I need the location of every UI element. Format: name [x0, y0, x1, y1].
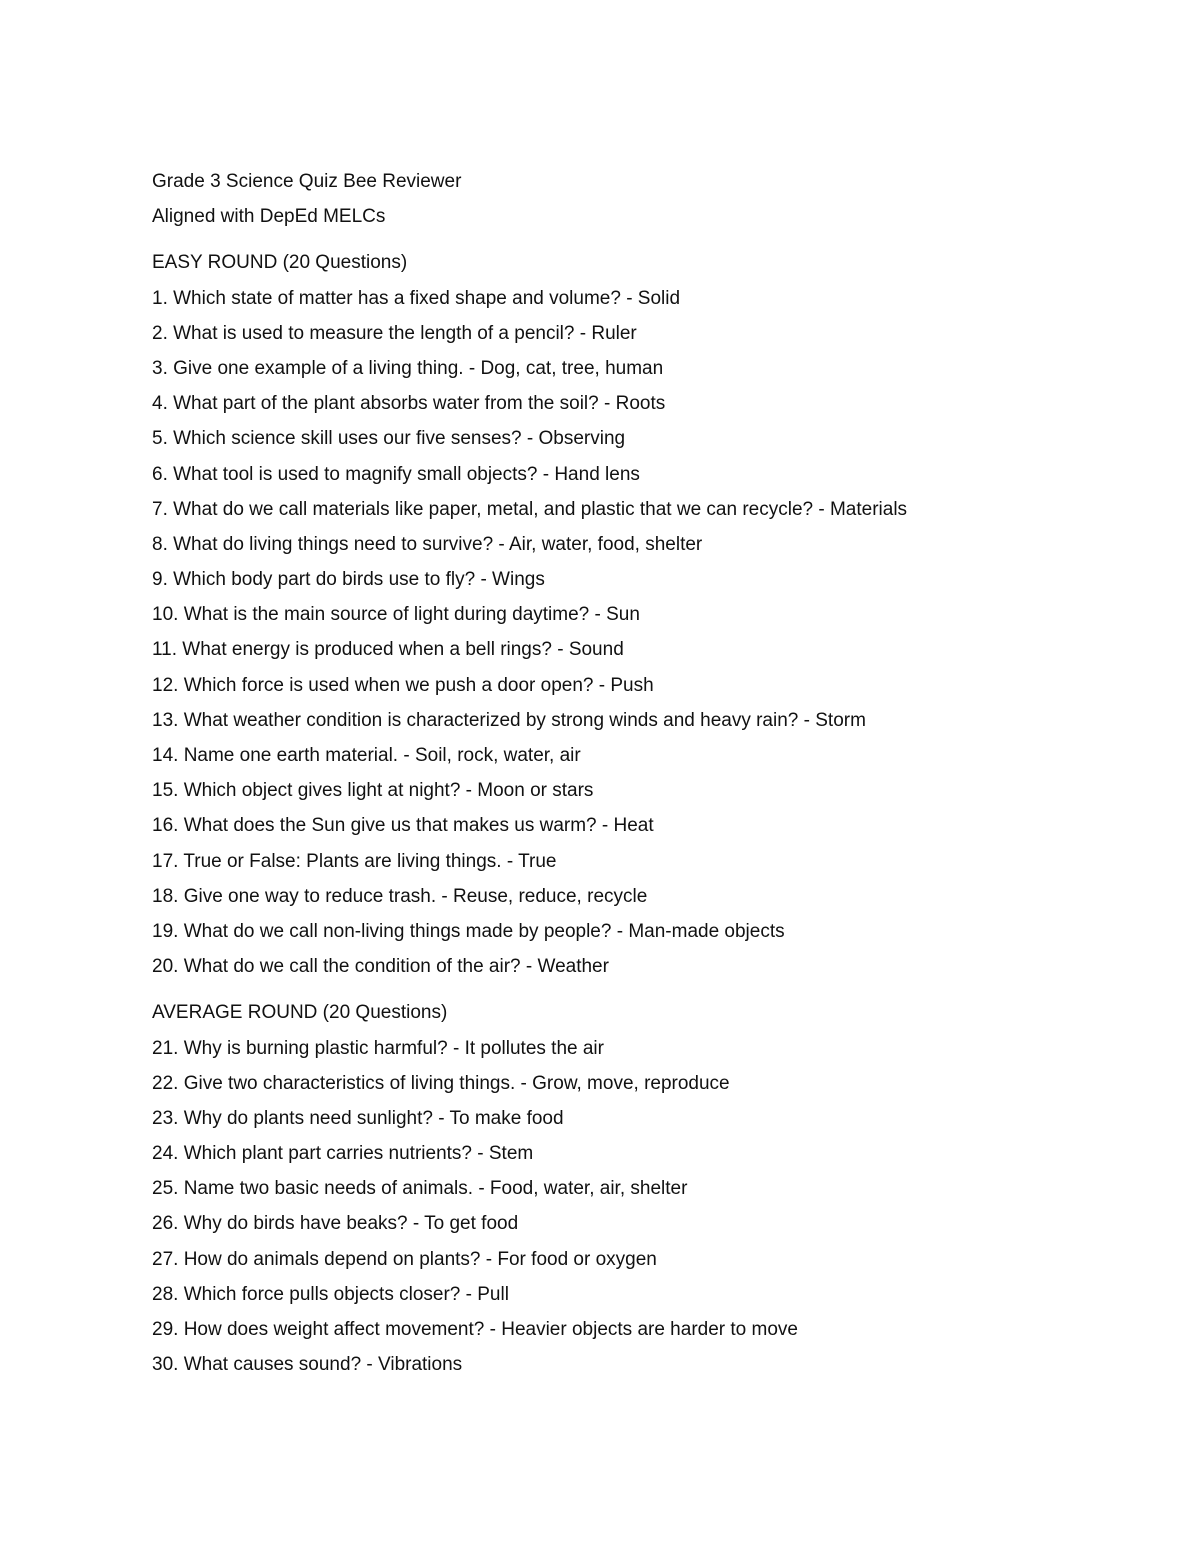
question-item: 25. Name two basic needs of animals. - Food, water, air, shelter — [152, 1178, 688, 1200]
question-item: 2. What is used to measure the length of a pencil? - Ruler — [152, 322, 637, 344]
document-title: Grade 3 Science Quiz Bee Reviewer — [152, 171, 462, 192]
document-header — [152, 164, 1152, 234]
question-item: 7. What do we call materials like paper, metal, and plastic that we can recycle? - Materials — [152, 498, 908, 520]
question-item: 15. Which object gives light at night? - Moon or stars — [152, 780, 594, 802]
question-item: 19. What do we call non-living things made by people? - Man-made objects — [152, 920, 785, 942]
question-item: 8. What do living things need to survive? - Air, water, food, shelter — [152, 533, 703, 555]
document-subtitle: Aligned with DepEd MELCs — [152, 206, 386, 228]
document-page — [152, 164, 1152, 1393]
question-item: 9. Which body part do birds use to fly? - Wings — [152, 569, 545, 591]
section-average-round — [152, 995, 1152, 1382]
question-item: 14. Name one earth material. - Soil, rock, water, air — [152, 745, 581, 766]
question-item: 6. What tool is used to magnify small objects? - Hand lens — [152, 463, 640, 485]
question-item: 23. Why do plants need sunlight? - To make food — [152, 1107, 564, 1129]
question-item: 21. Why is burning plastic harmful? - It pollutes the air — [152, 1037, 604, 1059]
question-item: 18. Give one way to reduce trash. - Reuse, reduce, recycle — [152, 885, 648, 907]
question-item: 17. True or False: Plants are living things. - True — [152, 850, 557, 872]
question-item: 24. Which plant part carries nutrients? - Stem — [152, 1143, 534, 1165]
question-item: 4. What part of the plant absorbs water from the soil? - Roots — [152, 393, 666, 415]
question-item: 3. Give one example of a living thing. - Dog, cat, tree, human — [152, 357, 664, 379]
question-item: 26. Why do birds have beaks? - To get food — [152, 1213, 519, 1235]
question-item: 16. What does the Sun give us that makes us warm? - Heat — [152, 815, 654, 837]
question-item: 30. What causes sound? - Vibrations — [152, 1354, 463, 1376]
question-item: 1. Which state of matter has a fixed shape and volume? - Solid — [152, 287, 681, 309]
question-item: 29. How does weight affect movement? - Heavier objects are harder to move — [152, 1319, 798, 1340]
section-heading: AVERAGE ROUND (20 Questions) — [152, 1002, 448, 1024]
question-item: 22. Give two characteristics of living things. - Grow, move, reproduce — [152, 1072, 730, 1094]
question-item: 28. Which force pulls objects closer? - Pull — [152, 1283, 509, 1305]
question-item: 10. What is the main source of light during daytime? - Sun — [152, 604, 640, 626]
question-item: 13. What weather condition is characterized by strong winds and heavy rain? - Storm — [152, 709, 866, 731]
question-item: 20. What do we call the condition of the air? - Weather — [152, 956, 609, 978]
question-item: 11. What energy is produced when a bell rings? - Sound — [152, 639, 624, 661]
section-heading: EASY ROUND (20 Questions) — [152, 252, 408, 274]
section-easy-round — [152, 245, 1152, 984]
question-item: 12. Which force is used when we push a door open? - Push — [152, 674, 654, 696]
question-item: 27. How do animals depend on plants? - For food or oxygen — [152, 1248, 657, 1270]
question-item: 5. Which science skill uses our five senses? - Observing — [152, 428, 626, 450]
